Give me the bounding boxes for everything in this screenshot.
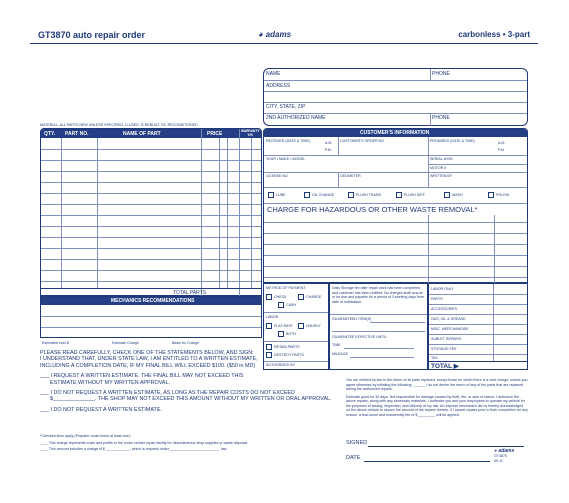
flat-rate-option[interactable]: FLAT RATE bbox=[266, 323, 293, 329]
check-option[interactable]: CHECK bbox=[266, 294, 287, 300]
flush-diff-checkbox[interactable] bbox=[396, 192, 402, 198]
footnote-line1[interactable]: ____ This charge represents costs and profits to the motor vehicle repair facility for miscellaneous shop supplies or waste disposal. bbox=[40, 440, 249, 445]
tax-row: TAX bbox=[431, 356, 438, 360]
footer-date: 09-11 bbox=[494, 458, 503, 463]
authorized-by-field[interactable]: AUTHORIZED BY bbox=[266, 363, 296, 367]
address-field[interactable]: ADDRESS bbox=[266, 83, 291, 89]
date-line[interactable] bbox=[364, 461, 490, 462]
cash-option[interactable]: CASH bbox=[278, 302, 296, 308]
accessories-row: ACCESSORIES bbox=[431, 307, 457, 311]
polish-checkbox[interactable] bbox=[488, 192, 494, 198]
signed-line[interactable] bbox=[368, 446, 524, 447]
form-header bbox=[30, 26, 538, 44]
material-note: MATERIAL. ALL PARTS NEW UNLESS SPECIFIED. U-USED. R-REBUILT. RC-RECONDITIONED bbox=[40, 123, 198, 127]
customer-info-box bbox=[263, 128, 528, 283]
service-flush-diff[interactable]: FLUSH DIFF. bbox=[396, 192, 425, 198]
phone2-field[interactable]: PHONE bbox=[432, 115, 450, 121]
flat-rate-checkbox[interactable] bbox=[266, 323, 272, 329]
service-wash[interactable]: WASH bbox=[444, 192, 463, 198]
written-by-field[interactable]: WRITTEN BY bbox=[430, 174, 453, 178]
option-estimate-cont: ESTIMATE WITHOUT MY WRITTEN APPROVAL. bbox=[50, 379, 170, 386]
gas-oil-grease-row: GAS, OIL & GREASE bbox=[431, 317, 466, 321]
check-checkbox[interactable] bbox=[266, 294, 272, 300]
hourly-checkbox[interactable] bbox=[298, 323, 304, 329]
option-no-estimate-limit[interactable]: ___ I DO NOT REQUEST A WRITTEN ESTIMATE, AS LONG AS THE REPAIR COSTS DO NOT EXCEED bbox=[40, 390, 295, 397]
please-read: PLEASE READ CAREFULLY, CHECK ONE OF THE STATEMENTS BELOW, AND SIGN: bbox=[40, 350, 254, 356]
sublet-repairs-row: SUBLET REPAIRS bbox=[431, 337, 462, 341]
adams-footer-icon: ◕ bbox=[494, 448, 498, 454]
pm2-label: P.M. bbox=[498, 148, 505, 152]
parts-row: PARTS bbox=[431, 297, 443, 301]
qty-header: QTY. bbox=[44, 131, 56, 137]
misc-merchandise-row: MISC. MERCHANDISE bbox=[431, 327, 469, 331]
footnote-line2[interactable]: ____ This amount includes a charge of $ ____________, which is required under _________________________ law. bbox=[40, 447, 228, 451]
customer-top-box bbox=[263, 68, 528, 126]
name-of-part-header: NAME OF PART bbox=[123, 131, 161, 137]
parts-table bbox=[40, 128, 262, 296]
footer-logo: ◕ adams bbox=[494, 448, 515, 454]
date-label: DATE bbox=[346, 455, 361, 461]
warranty-header: WARRANTY Y/N bbox=[241, 129, 260, 137]
retain-parts-option[interactable]: RETAIN PARTS bbox=[266, 344, 300, 350]
both-option[interactable]: BOTH bbox=[278, 331, 296, 337]
both-checkbox[interactable] bbox=[278, 331, 284, 337]
price-header: PRICE bbox=[207, 131, 223, 137]
am2-label: A.M. bbox=[498, 141, 506, 145]
wash-checkbox[interactable] bbox=[444, 192, 450, 198]
city-state-zip-field[interactable]: CITY, STATE, ZIP bbox=[266, 104, 306, 110]
adams-logo-icon: ◕ bbox=[258, 29, 264, 39]
service-oil-change[interactable]: OIL CHANGE bbox=[304, 192, 334, 198]
authorized-name-field[interactable]: 2ND AUTHORIZED NAME bbox=[266, 115, 326, 121]
mechanics-header: MECHANICS RECOMMENDATIONS bbox=[111, 298, 195, 304]
footnotes-block bbox=[40, 434, 340, 452]
hourly-option[interactable]: HOURLY bbox=[298, 323, 321, 329]
storage-fee-row: STORAGE FEE bbox=[431, 347, 457, 351]
footer-code: GT3870 bbox=[494, 454, 507, 458]
part-no-header: PART NO. bbox=[65, 131, 89, 137]
method-of-payment-label: METHOD OF PAYMENT bbox=[266, 286, 306, 290]
carbonless-label: carbonless • 3-part bbox=[458, 30, 530, 39]
understand-line1: I UNDERSTAND THAT, UNDER STATE LAW, I AM ENTITLED TO A WRITTEN ESTIMATE, bbox=[40, 356, 258, 363]
name-field[interactable]: NAME bbox=[266, 71, 281, 77]
brand-logo bbox=[258, 29, 291, 39]
year-make-model-field[interactable]: YEAR • MAKE • MODEL bbox=[266, 157, 306, 161]
legal-block bbox=[346, 378, 528, 417]
serial-field[interactable]: SERIAL #/VIN bbox=[430, 157, 453, 161]
option-no-estimate-limit-cont: $______________. THE SHOP MAY NOT EXCEED THIS AMOUNT WITHOUT MY WRITTEN OR ORAL APPROVAL. bbox=[50, 396, 332, 403]
storage-guarantee-box bbox=[329, 283, 428, 370]
brand-name: adams bbox=[265, 30, 292, 39]
order-no-field[interactable]: CUSTOMER'S ORDER NO. bbox=[340, 139, 385, 143]
license-field[interactable]: LICENSE NO. bbox=[266, 174, 289, 178]
phone-field[interactable]: PHONE bbox=[432, 71, 450, 77]
legal-para1: You are entitled by law to the return of all parts replaced, except those for which there is a core charge, unless you agree otherwise by initialing the following: ______ I do not desire the return of any of the parts that are replaced during the authorized repairs. bbox=[346, 378, 528, 391]
service-lube[interactable]: LUBE bbox=[268, 192, 285, 198]
instructions-block bbox=[40, 350, 340, 413]
time-field[interactable]: TIME bbox=[332, 343, 341, 347]
received-field[interactable]: RECEIVED (DATE & TIME) bbox=[266, 139, 310, 143]
am-label: A.M. bbox=[325, 141, 333, 145]
pm-label: P.M. bbox=[325, 148, 332, 152]
oil-change-checkbox[interactable] bbox=[304, 192, 310, 198]
charge-option[interactable]: CHARGE bbox=[298, 294, 321, 300]
total-label: TOTAL ▶ bbox=[431, 363, 459, 370]
storage-note: Daily Storage fee after repair work has been completed and customer has been notified. No charges shall accrue or be due and payable for a period of 3 working days from date of notification. bbox=[332, 286, 425, 304]
form-title: GT3870 auto repair order bbox=[38, 30, 146, 40]
guarantee-until-label: GUARANTEE EFFECTIVE UNTIL: bbox=[332, 335, 388, 339]
labor-only-row: LABOR ONLY bbox=[431, 287, 454, 291]
promised-field[interactable]: PROMISED (DATE & TIME) bbox=[430, 139, 475, 143]
total-parts-label: TOTAL PARTS bbox=[173, 290, 207, 296]
service-polish[interactable]: POLISH bbox=[488, 192, 509, 198]
lube-checkbox[interactable] bbox=[268, 192, 274, 198]
understand-line2: INCLUDING A COMPLETION DATE, IF MY FINAL BILL WILL EXCEED $100. ($50 in MD) bbox=[40, 362, 256, 369]
motor-field[interactable]: MOTOR # bbox=[430, 166, 447, 170]
basis-label[interactable]: Basis for Charge bbox=[172, 341, 199, 345]
option-no-estimate[interactable]: ___ I DO NOT REQUEST A WRITTEN ESTIMATE. bbox=[40, 406, 162, 413]
legal-para2: Estimate good for 30 days. Not responsible for damage caused by theft, fire, or acts of nature. I authorize the above repairs, along with any necessary materials. I authorize you and your employees to operate my vehicle for the purposes of testing, inspection, and delivery at my risk. An express mechanic's lien is hereby acknowledged on the above vehicle to secure the amount of the repairs thereto. If I cancel repairs prior to their completion for any reason, a tear-down and reassembly fee of $_________ will be applied. bbox=[346, 394, 528, 417]
flush-trans-checkbox[interactable] bbox=[348, 192, 354, 198]
labor-label: LABOR bbox=[266, 315, 279, 319]
service-flush-trans[interactable]: FLUSH TRANS. bbox=[348, 192, 382, 198]
hazard-charge-label: CHARGE FOR HAZARDOUS OR OTHER WASTE REMOVAL* bbox=[267, 205, 478, 214]
destroy-parts-option[interactable]: DESTROY PARTS bbox=[266, 352, 304, 358]
odometer-field[interactable]: ODOMETER bbox=[340, 174, 361, 178]
estimate-charge-label[interactable]: Estimate Charge bbox=[112, 341, 139, 345]
estimated-cost-label[interactable]: Estimated cost $ bbox=[42, 341, 69, 345]
mechanics-recommendations bbox=[40, 296, 262, 338]
signed-label: SIGNED bbox=[346, 440, 368, 446]
estimate-row bbox=[40, 339, 262, 347]
footer-brand bbox=[494, 448, 534, 463]
checked-lines-note: *Checked lines apply (Preparer must check at least one): bbox=[40, 434, 131, 438]
charge-checkbox[interactable] bbox=[298, 294, 304, 300]
option-estimate[interactable]: ___ I REQUEST A WRITTEN ESTIMATE. THE FINAL BILL MAY NOT EXCEED THIS bbox=[40, 373, 244, 380]
guaranteed-items-field[interactable]: GUARANTEED ITEM(S) bbox=[332, 317, 372, 321]
cash-checkbox[interactable] bbox=[278, 302, 284, 308]
customer-info-title: CUSTOMER'S INFORMATION bbox=[360, 130, 430, 136]
mileage-field[interactable]: MILEAGE bbox=[332, 352, 348, 356]
totals-box bbox=[428, 283, 528, 370]
